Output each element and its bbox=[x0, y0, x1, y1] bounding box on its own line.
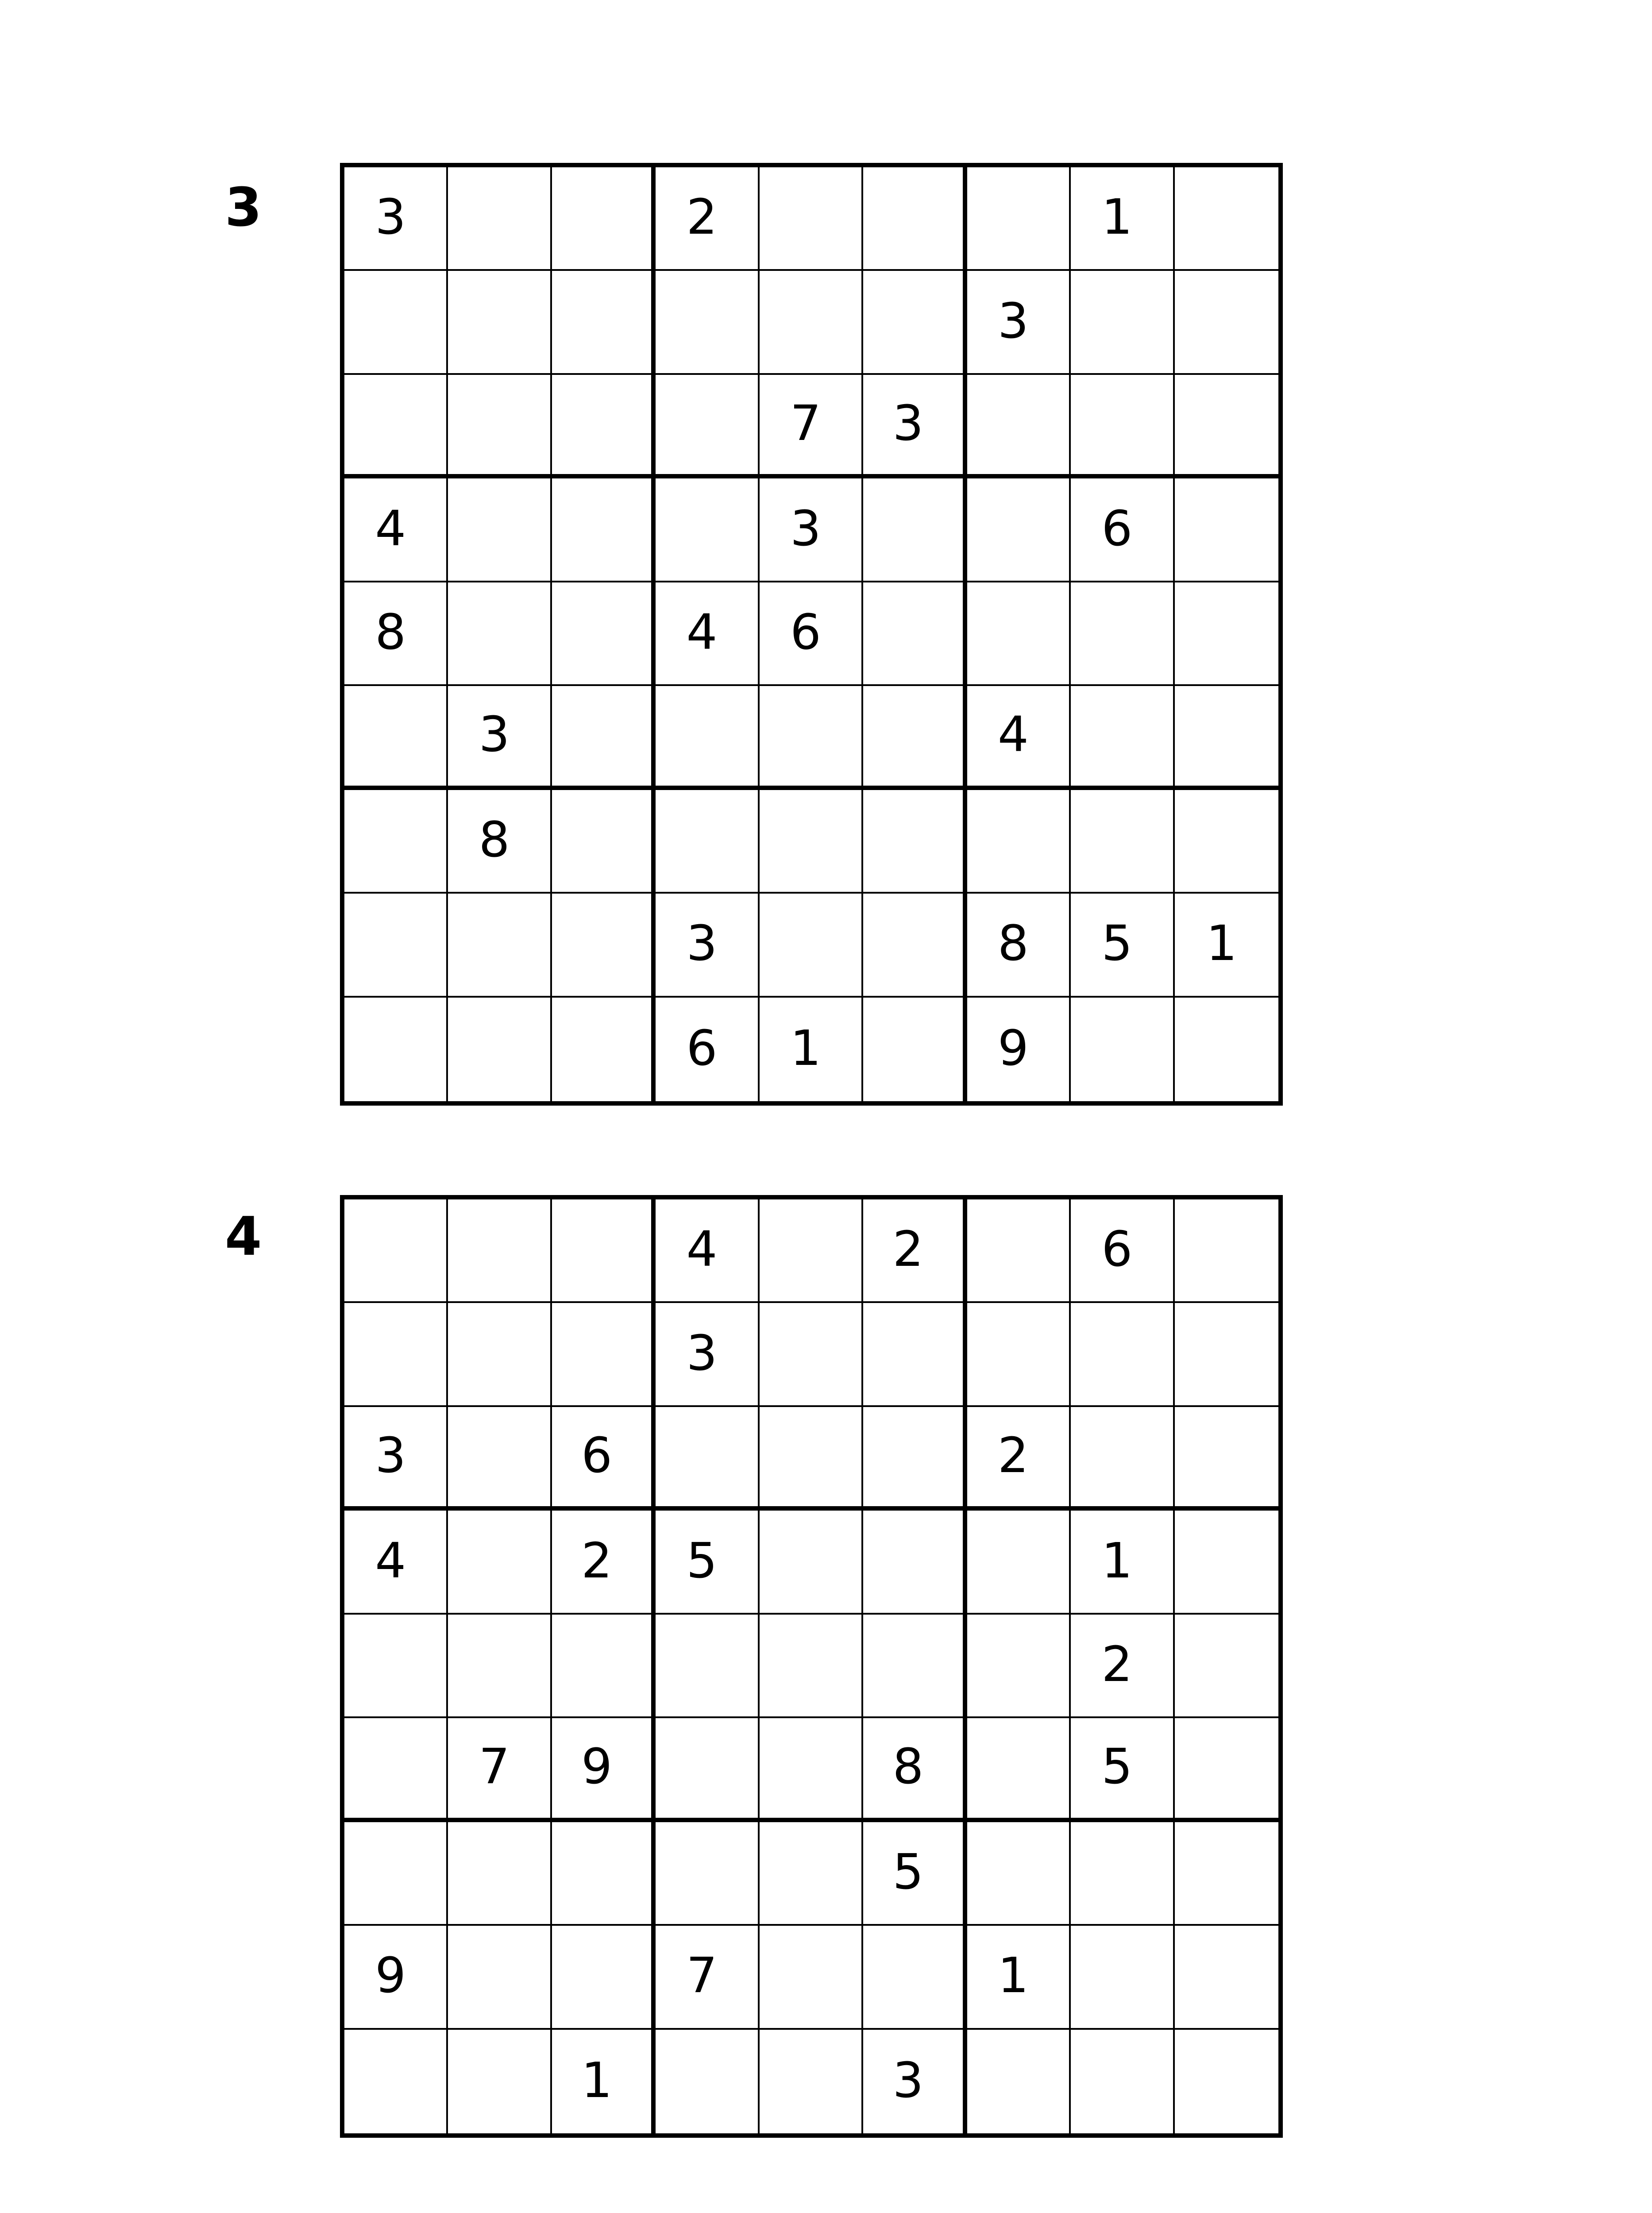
sudoku-cell[interactable]: 6 bbox=[1071, 478, 1174, 582]
sudoku-cell[interactable] bbox=[344, 2030, 448, 2133]
sudoku-cell[interactable]: 1 bbox=[1071, 167, 1174, 271]
sudoku-cell[interactable] bbox=[1175, 1199, 1278, 1303]
sudoku-cell[interactable] bbox=[552, 271, 656, 374]
sudoku-cell[interactable] bbox=[344, 894, 448, 997]
sudoku-cell[interactable] bbox=[1175, 1926, 1278, 2029]
sudoku-cell[interactable]: 2 bbox=[552, 1511, 656, 1614]
sudoku-cell[interactable] bbox=[1071, 1303, 1174, 1407]
sudoku-cell[interactable]: 8 bbox=[344, 582, 448, 686]
sudoku-cell[interactable] bbox=[1175, 478, 1278, 582]
sudoku-cell[interactable]: 6 bbox=[760, 582, 863, 686]
sudoku-cell[interactable] bbox=[656, 2030, 759, 2133]
sudoku-cell[interactable] bbox=[1175, 167, 1278, 271]
sudoku-cell[interactable] bbox=[967, 1303, 1071, 1407]
sudoku-cell[interactable]: 3 bbox=[344, 167, 448, 271]
sudoku-cell[interactable] bbox=[967, 1718, 1071, 1822]
sudoku-cell[interactable]: 3 bbox=[863, 2030, 967, 2133]
sudoku-cell[interactable] bbox=[1175, 998, 1278, 1101]
sudoku-cell[interactable]: 9 bbox=[967, 998, 1071, 1101]
sudoku-cell[interactable] bbox=[344, 1822, 448, 1926]
sudoku-cell[interactable]: 3 bbox=[448, 686, 552, 790]
sudoku-cell[interactable] bbox=[863, 894, 967, 997]
sudoku-cell[interactable]: 6 bbox=[552, 1407, 656, 1511]
sudoku-cell[interactable] bbox=[1175, 582, 1278, 686]
sudoku-cell[interactable] bbox=[967, 1615, 1071, 1718]
sudoku-cell[interactable]: 7 bbox=[656, 1926, 759, 2029]
sudoku-cell[interactable] bbox=[760, 1926, 863, 2029]
sudoku-cell[interactable] bbox=[967, 1822, 1071, 1926]
sudoku-cell[interactable] bbox=[552, 375, 656, 478]
sudoku-cell[interactable] bbox=[760, 894, 863, 997]
sudoku-cell[interactable] bbox=[448, 1615, 552, 1718]
sudoku-cell[interactable] bbox=[448, 2030, 552, 2133]
sudoku-cell[interactable]: 4 bbox=[967, 686, 1071, 790]
sudoku-cell[interactable] bbox=[656, 686, 759, 790]
sudoku-cell[interactable] bbox=[1071, 375, 1174, 478]
sudoku-cell[interactable]: 1 bbox=[1175, 894, 1278, 997]
sudoku-cell[interactable] bbox=[967, 1199, 1071, 1303]
sudoku-cell[interactable] bbox=[863, 271, 967, 374]
sudoku-cell[interactable] bbox=[760, 1303, 863, 1407]
sudoku-cell[interactable] bbox=[448, 1303, 552, 1407]
sudoku-cell[interactable] bbox=[760, 1718, 863, 1822]
sudoku-cell[interactable] bbox=[760, 1511, 863, 1614]
sudoku-cell[interactable] bbox=[552, 998, 656, 1101]
sudoku-cell[interactable] bbox=[967, 375, 1071, 478]
sudoku-cell[interactable] bbox=[1175, 1303, 1278, 1407]
sudoku-cell[interactable] bbox=[448, 375, 552, 478]
sudoku-cell[interactable] bbox=[1175, 271, 1278, 374]
sudoku-cell[interactable] bbox=[863, 1511, 967, 1614]
sudoku-cell[interactable]: 5 bbox=[1071, 894, 1174, 997]
sudoku-cell[interactable]: 5 bbox=[656, 1511, 759, 1614]
sudoku-cell[interactable] bbox=[863, 790, 967, 894]
sudoku-cell[interactable] bbox=[863, 1615, 967, 1718]
sudoku-cell[interactable]: 2 bbox=[1071, 1615, 1174, 1718]
sudoku-cell[interactable] bbox=[967, 478, 1071, 582]
sudoku-cell[interactable]: 2 bbox=[967, 1407, 1071, 1511]
sudoku-cell[interactable] bbox=[863, 1303, 967, 1407]
sudoku-cell[interactable]: 7 bbox=[448, 1718, 552, 1822]
sudoku-cell[interactable] bbox=[760, 686, 863, 790]
sudoku-cell[interactable]: 3 bbox=[344, 1407, 448, 1511]
sudoku-cell[interactable] bbox=[1175, 375, 1278, 478]
sudoku-cell[interactable]: 5 bbox=[1071, 1718, 1174, 1822]
sudoku-cell[interactable] bbox=[863, 998, 967, 1101]
sudoku-cell[interactable] bbox=[760, 1822, 863, 1926]
sudoku-cell[interactable] bbox=[1071, 1822, 1174, 1926]
sudoku-cell[interactable]: 8 bbox=[863, 1718, 967, 1822]
sudoku-cell[interactable] bbox=[552, 894, 656, 997]
sudoku-cell[interactable] bbox=[448, 1822, 552, 1926]
sudoku-cell[interactable] bbox=[1071, 998, 1174, 1101]
sudoku-grid-puzzle-4 bbox=[340, 1195, 1283, 2138]
sudoku-cell[interactable] bbox=[1071, 271, 1174, 374]
sudoku-cell[interactable]: 2 bbox=[656, 167, 759, 271]
sudoku-cell[interactable] bbox=[1175, 1615, 1278, 1718]
sudoku-cell[interactable] bbox=[1175, 686, 1278, 790]
sudoku-cell[interactable] bbox=[656, 375, 759, 478]
sudoku-cell[interactable] bbox=[552, 790, 656, 894]
sudoku-cell[interactable] bbox=[863, 478, 967, 582]
sudoku-cell[interactable]: 3 bbox=[863, 375, 967, 478]
sudoku-cell[interactable]: 6 bbox=[656, 998, 759, 1101]
sudoku-cell[interactable] bbox=[656, 1615, 759, 1718]
sudoku-cell[interactable] bbox=[1175, 2030, 1278, 2133]
sudoku-cell[interactable] bbox=[967, 582, 1071, 686]
sudoku-cell[interactable] bbox=[656, 1822, 759, 1926]
sudoku-cell[interactable] bbox=[552, 582, 656, 686]
sudoku-cell[interactable] bbox=[1071, 582, 1174, 686]
sudoku-cell[interactable] bbox=[760, 271, 863, 374]
sudoku-cell[interactable]: 6 bbox=[1071, 1199, 1174, 1303]
sudoku-cell[interactable] bbox=[1175, 1511, 1278, 1614]
puzzle-4-number: 4 bbox=[225, 1206, 262, 1268]
sudoku-cell[interactable]: 1 bbox=[760, 998, 863, 1101]
sudoku-cell[interactable] bbox=[344, 1199, 448, 1303]
sudoku-cell[interactable] bbox=[448, 1926, 552, 2029]
sudoku-cell[interactable] bbox=[863, 582, 967, 686]
sudoku-cell[interactable]: 1 bbox=[967, 1926, 1071, 2029]
sudoku-cell[interactable]: 3 bbox=[967, 271, 1071, 374]
sudoku-grid-puzzle-3 bbox=[340, 163, 1283, 1106]
puzzle-3-number: 3 bbox=[225, 177, 262, 239]
sudoku-cell[interactable]: 8 bbox=[967, 894, 1071, 997]
sudoku-cell[interactable] bbox=[1071, 790, 1174, 894]
sudoku-cell[interactable] bbox=[760, 167, 863, 271]
sudoku-cell[interactable] bbox=[1071, 686, 1174, 790]
sudoku-cell[interactable] bbox=[967, 167, 1071, 271]
sudoku-cell[interactable] bbox=[552, 1926, 656, 2029]
sudoku-cell[interactable] bbox=[344, 1718, 448, 1822]
sudoku-cell[interactable] bbox=[656, 790, 759, 894]
sudoku-cell[interactable] bbox=[656, 271, 759, 374]
sudoku-cell[interactable]: 4 bbox=[344, 1511, 448, 1614]
sudoku-cell[interactable]: 3 bbox=[760, 478, 863, 582]
sudoku-cell[interactable] bbox=[1175, 1718, 1278, 1822]
sudoku-cell[interactable] bbox=[448, 1511, 552, 1614]
sudoku-cell[interactable] bbox=[552, 1199, 656, 1303]
sudoku-cell[interactable] bbox=[1071, 2030, 1174, 2133]
sudoku-cell[interactable] bbox=[344, 998, 448, 1101]
sudoku-cell[interactable]: 4 bbox=[656, 1199, 759, 1303]
sudoku-cell[interactable]: 9 bbox=[344, 1926, 448, 2029]
sudoku-cell[interactable]: 1 bbox=[552, 2030, 656, 2133]
sudoku-cell[interactable] bbox=[344, 790, 448, 894]
sudoku-cell[interactable]: 7 bbox=[760, 375, 863, 478]
sudoku-cell[interactable] bbox=[1175, 1822, 1278, 1926]
sudoku-cell[interactable] bbox=[344, 271, 448, 374]
sudoku-cell[interactable] bbox=[448, 478, 552, 582]
sudoku-cell[interactable] bbox=[344, 686, 448, 790]
sudoku-cell[interactable] bbox=[967, 790, 1071, 894]
sudoku-cell[interactable] bbox=[552, 686, 656, 790]
sudoku-cell[interactable] bbox=[552, 1615, 656, 1718]
sudoku-cell[interactable] bbox=[344, 1303, 448, 1407]
sudoku-cell[interactable] bbox=[760, 1615, 863, 1718]
sudoku-cell[interactable] bbox=[1071, 1407, 1174, 1511]
sudoku-cell[interactable] bbox=[863, 686, 967, 790]
sudoku-cell[interactable] bbox=[448, 167, 552, 271]
sudoku-cell[interactable] bbox=[448, 271, 552, 374]
sudoku-cell[interactable] bbox=[760, 1199, 863, 1303]
sudoku-cell[interactable] bbox=[863, 167, 967, 271]
sudoku-cell[interactable] bbox=[344, 375, 448, 478]
sudoku-cell[interactable]: 3 bbox=[656, 894, 759, 997]
sudoku-cell[interactable] bbox=[552, 478, 656, 582]
sudoku-cell[interactable]: 9 bbox=[552, 1718, 656, 1822]
sudoku-cell[interactable] bbox=[967, 1511, 1071, 1614]
sudoku-cell[interactable]: 4 bbox=[344, 478, 448, 582]
sudoku-cell[interactable] bbox=[448, 998, 552, 1101]
sudoku-cell[interactable] bbox=[656, 478, 759, 582]
sudoku-cell[interactable]: 2 bbox=[863, 1199, 967, 1303]
sudoku-cell[interactable] bbox=[656, 1718, 759, 1822]
sudoku-cell[interactable] bbox=[1071, 1926, 1174, 2029]
sudoku-cell[interactable] bbox=[1175, 1407, 1278, 1511]
sudoku-cell[interactable] bbox=[656, 1407, 759, 1511]
sudoku-cell[interactable]: 8 bbox=[448, 790, 552, 894]
sudoku-cell[interactable] bbox=[344, 1615, 448, 1718]
sudoku-cell[interactable] bbox=[760, 790, 863, 894]
sudoku-cell[interactable] bbox=[448, 1199, 552, 1303]
sudoku-cell[interactable]: 4 bbox=[656, 582, 759, 686]
sudoku-cell[interactable] bbox=[967, 2030, 1071, 2133]
sudoku-cell[interactable]: 3 bbox=[656, 1303, 759, 1407]
sudoku-cell[interactable] bbox=[760, 2030, 863, 2133]
sudoku-cell[interactable] bbox=[448, 1407, 552, 1511]
sudoku-cell[interactable] bbox=[448, 894, 552, 997]
sudoku-cell[interactable] bbox=[1175, 790, 1278, 894]
sudoku-cell[interactable] bbox=[863, 1926, 967, 2029]
sudoku-cell[interactable] bbox=[760, 1407, 863, 1511]
sudoku-cell[interactable]: 5 bbox=[863, 1822, 967, 1926]
sudoku-cell[interactable]: 1 bbox=[1071, 1511, 1174, 1614]
sudoku-cell[interactable] bbox=[863, 1407, 967, 1511]
sudoku-cell[interactable] bbox=[448, 582, 552, 686]
sudoku-cell[interactable] bbox=[552, 167, 656, 271]
sudoku-cell[interactable] bbox=[552, 1303, 656, 1407]
sudoku-cell[interactable] bbox=[552, 1822, 656, 1926]
